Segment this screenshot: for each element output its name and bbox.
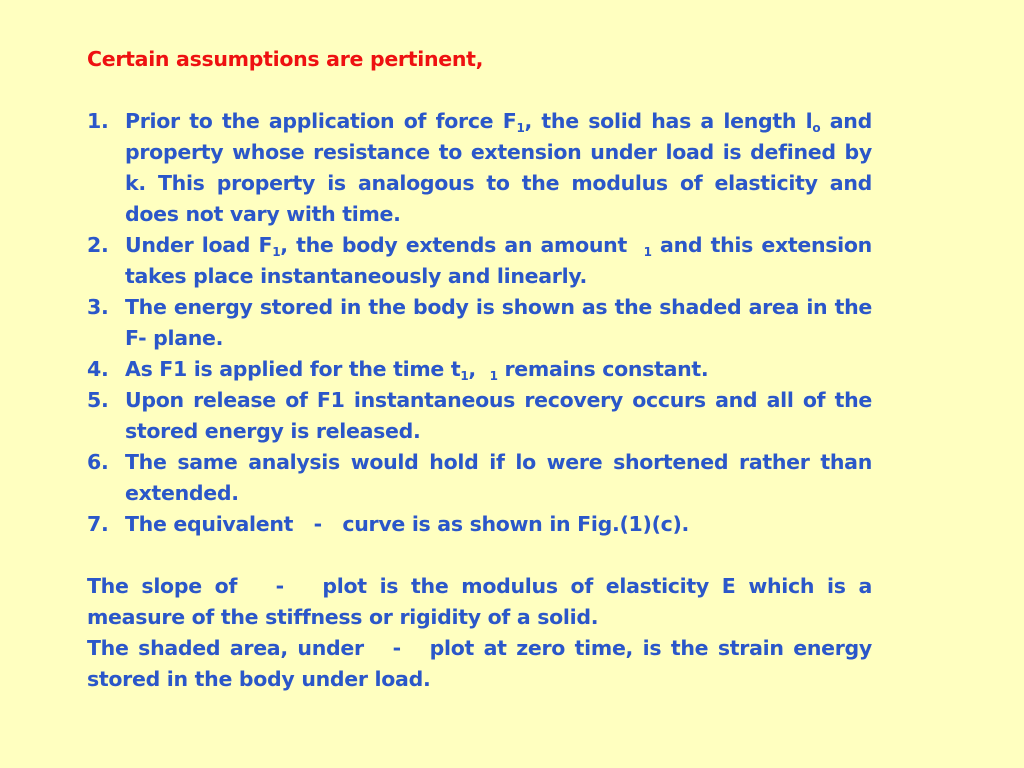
list-item: [87, 354, 872, 385]
list-item: [87, 509, 872, 540]
strain-energy-paragraph: The shaded area, under - plot at zero time, is the strain energy stored in the body under load.: [87, 636, 879, 691]
list-text: [125, 292, 872, 354]
subscript: 1: [643, 245, 652, 259]
subscript: 1: [272, 245, 281, 259]
subscript: 1: [516, 121, 525, 135]
text-run: , the body extends an amount: [280, 233, 644, 257]
text-run: Upon release of F1 instantaneous recovery occurs and all of the stored energy is released.: [125, 388, 872, 443]
spacer: [87, 75, 872, 106]
list-text: [125, 354, 872, 385]
list-text: [125, 447, 872, 509]
list-text: [125, 385, 872, 447]
subscript: 1: [460, 369, 469, 383]
list-number: 5.: [87, 388, 109, 412]
list-number: 7.: [87, 512, 109, 536]
text-run: Under load F: [125, 233, 273, 257]
text-run: and this extension takes place instantaneously and linearly.: [125, 233, 872, 288]
assumptions-list: [87, 106, 872, 540]
list-text: [125, 106, 872, 230]
spacer: [87, 540, 872, 571]
text-run: remains constant.: [497, 357, 709, 381]
text-run: ,: [468, 357, 490, 381]
text-run: , the solid has a length l: [524, 109, 813, 133]
text-run: As F1 is applied for the time t: [125, 357, 461, 381]
list-text: [125, 230, 872, 292]
slide-content: [87, 44, 879, 695]
text-run: The equivalent - curve is as shown in Fig.(1)(c).: [125, 512, 690, 536]
list-item: [87, 385, 872, 447]
list-number: 6.: [87, 450, 109, 474]
subscript: o: [812, 121, 821, 135]
slope-paragraph: The slope of - plot is the modulus of elasticity E which is a measure of the stiffness or rigidity of a solid.: [87, 574, 879, 629]
list-text: [125, 509, 872, 540]
text-run: and property whose resistance to extension under load is defined by k. This property is analogous to the modulus of elasticity and does not vary with time.: [125, 109, 872, 226]
text-run: The energy stored in the body is shown as the shaded area in the F- plane.: [125, 295, 872, 350]
list-item: [87, 292, 872, 354]
subscript: 1: [489, 369, 498, 383]
list-item: [87, 106, 872, 230]
text-run: Prior to the application of force F: [125, 109, 517, 133]
list-number: 3.: [87, 295, 109, 319]
list-item: [87, 447, 872, 509]
slide-heading: Certain assumptions are pertinent,: [87, 47, 484, 71]
list-number: 2.: [87, 233, 109, 257]
list-item: [87, 230, 872, 292]
list-number: 4.: [87, 357, 109, 381]
text-run: The same analysis would hold if lo were shortened rather than extended.: [125, 450, 872, 505]
list-number: 1.: [87, 109, 109, 133]
